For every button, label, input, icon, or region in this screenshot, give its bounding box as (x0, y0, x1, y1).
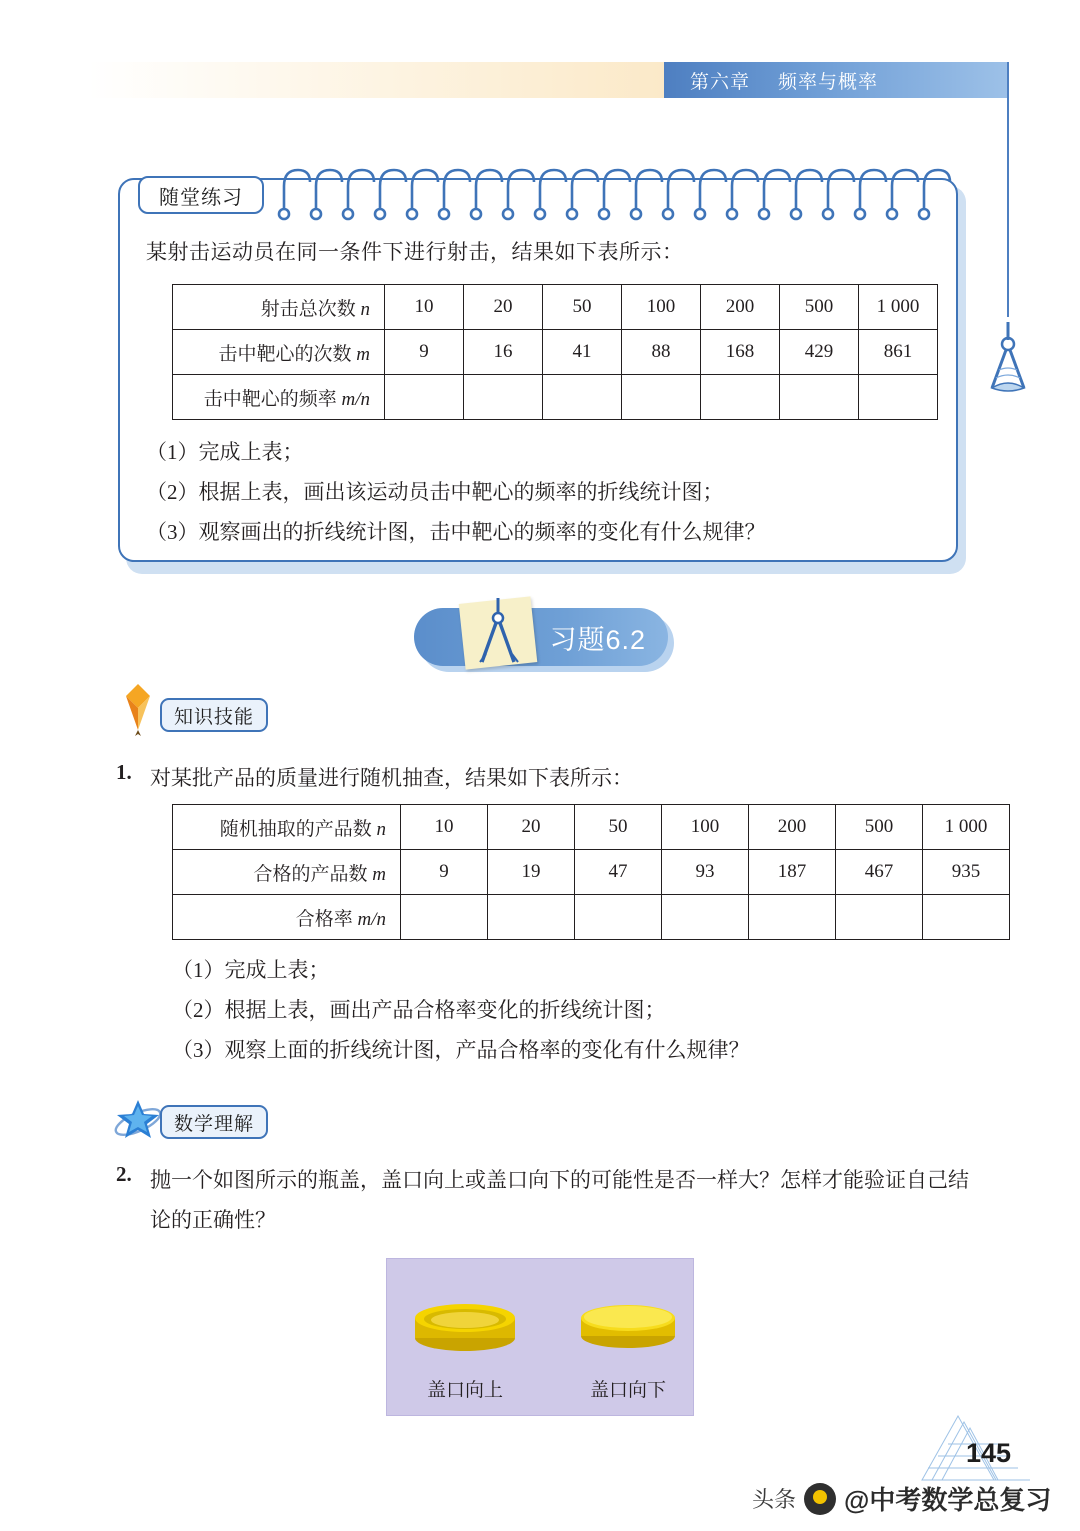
table-cell: 10 (401, 805, 488, 850)
table-cell-blank (836, 895, 923, 940)
compass-ornament-icon (978, 318, 1038, 396)
table-cell: 429 (780, 330, 859, 375)
table-cell: 16 (464, 330, 543, 375)
chapter-title: 频率与概率 (778, 71, 879, 93)
spiral-binding-decoration (276, 162, 956, 222)
table-cell-blank (859, 375, 938, 420)
question-1-text: 对某批产品的质量进行随机抽查，结果如下表所示： (150, 766, 633, 790)
question-2-number: 2. (116, 1162, 132, 1186)
table-cell: 20 (464, 285, 543, 330)
row-header: 击中靶心的次数 m (173, 330, 385, 375)
table-cell: 88 (622, 330, 701, 375)
table-cell-blank (780, 375, 859, 420)
table-cell: 1 000 (859, 285, 938, 330)
table-cell: 935 (923, 850, 1010, 895)
practice-data-table (172, 284, 938, 420)
table-cell: 168 (701, 330, 780, 375)
table-row (173, 805, 1010, 850)
page-number: 145 (966, 1438, 1012, 1468)
question-item: （2）根据上表，画出产品合格率变化的折线统计图； (172, 998, 666, 1022)
chapter-header (664, 62, 1008, 98)
table-cell-blank (701, 375, 780, 420)
chapter-number: 第六章 (690, 71, 751, 93)
exercise-banner (414, 608, 668, 666)
table-cell: 500 (780, 285, 859, 330)
question-1-data-table (172, 804, 1010, 940)
exercise-banner-label: 习题6.2 (549, 624, 646, 655)
question-1-number: 1. (116, 760, 132, 784)
table-cell: 100 (622, 285, 701, 330)
practice-intro-text: 某射击运动员在同一条件下进行射击，结果如下表所示： (146, 240, 684, 264)
question-item: （3）观察上面的折线统计图，产品合格率的变化有什么规律？ (172, 1038, 750, 1062)
table-cell: 200 (701, 285, 780, 330)
cap-up-caption: 盖口向上 (426, 1380, 503, 1401)
question-item: （3）观察画出的折线统计图，击中靶心的频率的变化有什么规律？ (146, 520, 766, 544)
compass-icon (470, 594, 526, 668)
row-header: 随机抽取的产品数 n (173, 805, 401, 850)
table-cell: 187 (749, 850, 836, 895)
header-right-rule (1007, 62, 1009, 317)
table-row (173, 895, 1010, 940)
header-decorative-band (88, 62, 668, 98)
table-row (173, 330, 938, 375)
table-cell: 861 (859, 330, 938, 375)
watermark (752, 1480, 1051, 1517)
section-label-understanding: 数学理解 (160, 1105, 268, 1139)
table-cell: 93 (662, 850, 749, 895)
watermark-account: @中考数学总复习 (844, 1485, 1052, 1515)
question-2-text: 抛一个如图所示的瓶盖，盖口向上或盖口向下的可能性是否一样大？怎样才能验证自己结论的正确性？ (150, 1168, 969, 1232)
row-header: 射击总次数 n (173, 285, 385, 330)
table-cell-blank (575, 895, 662, 940)
table-cell: 467 (836, 850, 923, 895)
table-row (173, 850, 1010, 895)
table-cell: 50 (543, 285, 622, 330)
table-cell: 10 (385, 285, 464, 330)
pencil-icon (118, 682, 158, 738)
table-cell: 9 (385, 330, 464, 375)
table-cell: 47 (575, 850, 662, 895)
table-cell-blank (543, 375, 622, 420)
table-cell: 1 000 (923, 805, 1010, 850)
row-header: 合格率 m/n (173, 895, 401, 940)
cap-facing-down-illustration (578, 1302, 678, 1350)
table-cell-blank (488, 895, 575, 940)
table-cell: 50 (575, 805, 662, 850)
table-row (173, 375, 938, 420)
question-item: （1）完成上表； (146, 440, 304, 464)
table-cell-blank (749, 895, 836, 940)
table-cell-blank (622, 375, 701, 420)
question-item: （2）根据上表，画出该运动员击中靶心的频率的折线统计图； (146, 480, 724, 504)
table-cell: 20 (488, 805, 575, 850)
section-label-knowledge: 知识技能 (160, 698, 268, 732)
question-item: （1）完成上表； (172, 958, 330, 982)
table-cell-blank (401, 895, 488, 940)
table-row (173, 285, 938, 330)
row-header: 击中靶心的频率 m/n (173, 375, 385, 420)
watermark-prefix: 头条 (752, 1487, 797, 1512)
table-cell: 200 (749, 805, 836, 850)
table-cell-blank (385, 375, 464, 420)
table-cell: 100 (662, 805, 749, 850)
watermark-avatar-icon (804, 1483, 836, 1515)
table-cell: 19 (488, 850, 575, 895)
practice-question-list (146, 432, 766, 552)
table-cell-blank (464, 375, 543, 420)
table-cell: 500 (836, 805, 923, 850)
cap-down-caption: 盖口向下 (589, 1380, 666, 1401)
table-cell-blank (662, 895, 749, 940)
practice-label: 随堂练习 (138, 176, 264, 214)
table-cell-blank (923, 895, 1010, 940)
question-1-sublist (172, 950, 750, 1070)
table-cell: 41 (543, 330, 622, 375)
row-header: 合格的产品数 m (173, 850, 401, 895)
table-cell: 9 (401, 850, 488, 895)
cap-facing-up-illustration (412, 1300, 518, 1352)
star-icon (112, 1094, 164, 1146)
